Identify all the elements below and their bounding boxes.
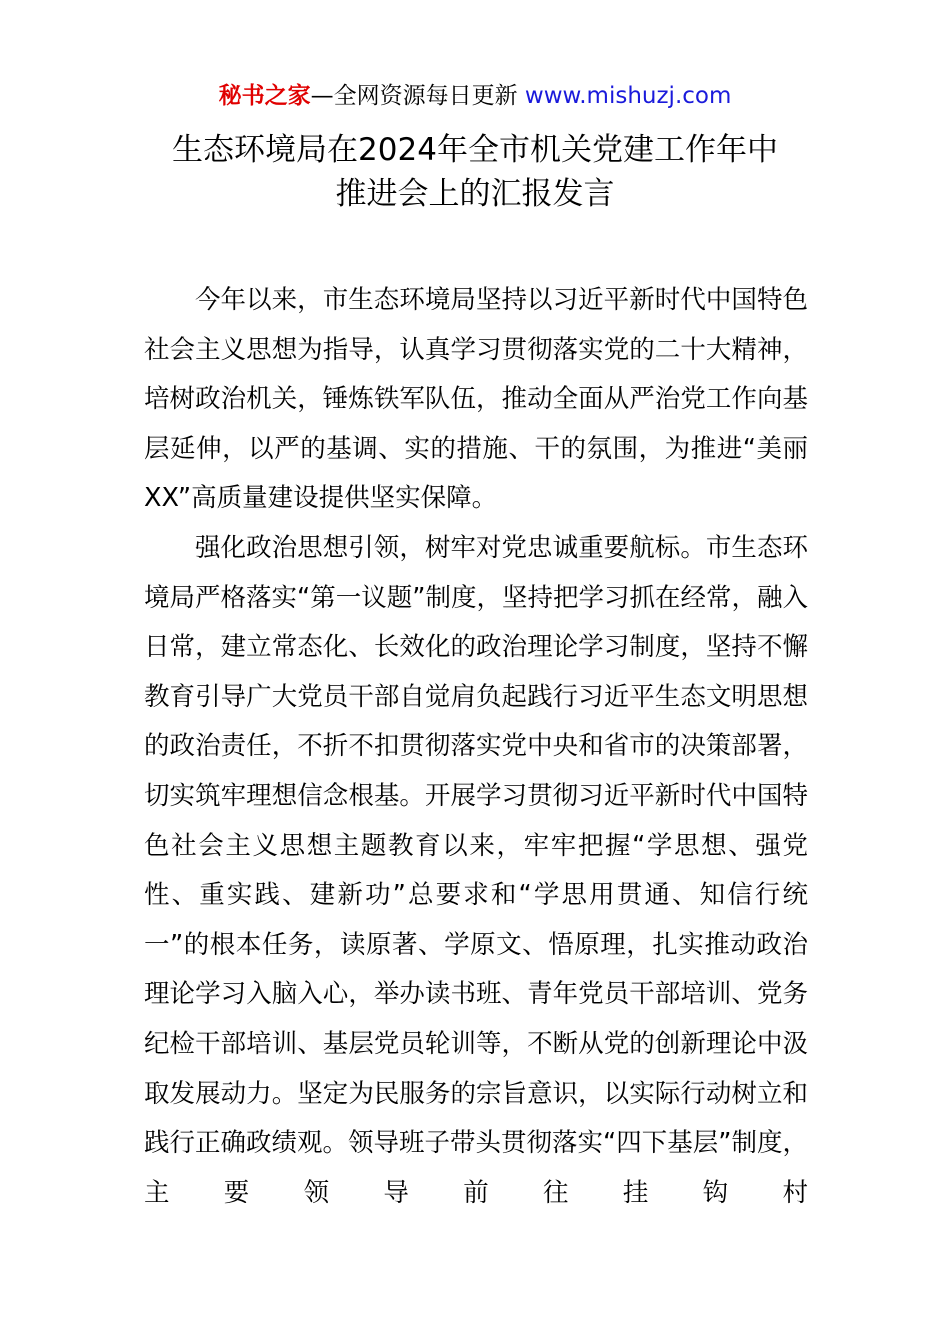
paragraph-2: 强化政治思想引领，树牢对党忠诚重要航标。市生态环境局严格落实“第一议题”制度，坚持把学习抓在经常，融入日常，建立常态化、长效化的政治理论学习制度，坚持不懈教育引导广大党员干部自觉肩负起践行习近平生态文明思想的政治责任，不折不扣贯彻落实党中央和省市的决策部署，切实筑牢理想信念根基。开展学习贯彻习近平新时代中国特色社会主义思想主题教育以来，牢牢把握“学思想、强党性、重实践、建新功”总要求和“学思用贯通、知信行统一”的根本任务，读原著、学原文、悟原理，扎实推动政治理论学习入脑入心，举办读书班、青年党员干部培训、党务纪检干部培训、基层党员轮训等，不断从党的创新理论中汲取发展动力。坚定为民服务的宗旨意识，以实际行动树立和践行正确政绩观。领导班子带头贯彻落实“四下基层”制度，主要领导前往挂钩村 — [144, 532, 808, 1208]
title-line-1: 生态环境局在2024年全市机关党建工作年中 — [172, 132, 778, 168]
brand-name: 秘书之家 — [218, 83, 311, 109]
title-line-2: 推进会上的汇报发言 — [335, 176, 615, 212]
paragraph-1: 今年以来，市生态环境局坚持以习近平新时代中国特色社会主义思想为指导，认真学习贯彻落实党的二十大精神，培树政治机关，锤炼铁军队伍，推动全面从严治党工作向基层延伸，以严的基调、实的措施、干的氛围，为推进“美丽XX”高质量建设提供坚实保障。 — [144, 285, 808, 514]
header-tagline: —全网资源每日更新 — [310, 83, 518, 109]
document-body — [144, 276, 808, 1218]
document-title — [0, 128, 950, 216]
site-header — [0, 80, 950, 112]
site-url-link[interactable]: www.mishuzj.com — [524, 83, 732, 109]
